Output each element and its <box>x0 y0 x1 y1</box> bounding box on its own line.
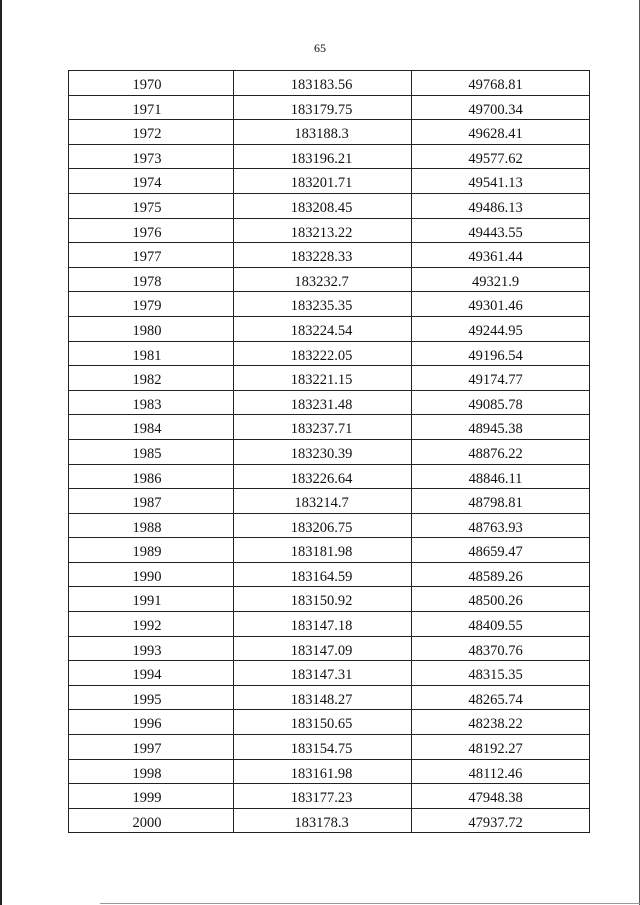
value-a-cell: 183179.75 <box>234 96 412 120</box>
value-a-cell: 183232.7 <box>234 268 412 292</box>
value-b-cell: 49244.95 <box>468 322 523 339</box>
value-b-cell: 48500.26 <box>468 593 523 610</box>
year-cell: 1983 <box>69 391 234 415</box>
value-b-cell: 49196.54 <box>468 347 523 364</box>
table-row <box>68 489 590 514</box>
value-b-cell: 49174.77 <box>468 372 523 389</box>
value-b-cell: 49361.44 <box>468 249 523 266</box>
value-b-cell: 47948.38 <box>468 790 523 807</box>
table-row <box>68 563 590 588</box>
table-row <box>68 366 590 391</box>
year-cell: 1970 <box>69 71 234 95</box>
value-b-cell: 48846.11 <box>468 470 523 487</box>
value-b-cell: 49577.62 <box>468 150 523 167</box>
value-a-cell: 183183.56 <box>234 71 412 95</box>
table-row <box>68 71 590 96</box>
year-cell: 1997 <box>69 735 234 759</box>
year-cell: 1994 <box>69 661 234 685</box>
value-b-cell: 49541.13 <box>468 175 523 192</box>
value-b-cell: 48659.47 <box>468 544 523 561</box>
year-cell: 1976 <box>69 219 234 243</box>
table-row <box>68 514 590 539</box>
value-a-cell: 183154.75 <box>234 735 412 759</box>
table-row <box>68 145 590 170</box>
table-row <box>68 440 590 465</box>
value-a-cell: 183237.71 <box>234 415 412 439</box>
year-cell: 2000 <box>69 809 234 833</box>
year-cell: 1978 <box>69 268 234 292</box>
year-cell: 1993 <box>69 637 234 661</box>
value-a-cell: 183224.54 <box>234 317 412 341</box>
value-b-cell: 48798.81 <box>468 495 523 512</box>
value-a-cell: 183147.18 <box>234 612 412 636</box>
value-a-cell: 183188.3 <box>234 120 412 144</box>
value-a-cell: 183228.33 <box>234 243 412 267</box>
value-a-cell: 183230.39 <box>234 440 412 464</box>
value-b-cell: 48945.38 <box>468 421 523 438</box>
year-cell: 1987 <box>69 489 234 513</box>
value-a-cell: 183221.15 <box>234 366 412 390</box>
value-b-cell: 49628.41 <box>468 126 523 143</box>
value-b-cell: 48265.74 <box>468 691 523 708</box>
value-b-cell: 48238.22 <box>468 716 523 733</box>
value-b-cell: 48112.46 <box>468 765 523 782</box>
year-cell: 1984 <box>69 415 234 439</box>
year-cell: 1988 <box>69 514 234 538</box>
year-cell: 1991 <box>69 587 234 611</box>
table-row <box>68 96 590 121</box>
value-a-cell: 183181.98 <box>234 538 412 562</box>
value-a-cell: 183148.27 <box>234 686 412 710</box>
value-a-cell: 183150.65 <box>234 710 412 734</box>
table-row <box>68 760 590 785</box>
table-row <box>68 686 590 711</box>
value-b-cell: 47937.72 <box>468 814 523 831</box>
value-a-cell: 183231.48 <box>234 391 412 415</box>
value-a-cell: 183226.64 <box>234 465 412 489</box>
year-cell: 1975 <box>69 194 234 218</box>
table-row <box>68 587 590 612</box>
table-row <box>68 391 590 416</box>
value-b-cell: 48876.22 <box>468 445 523 462</box>
value-a-cell: 183177.23 <box>234 784 412 808</box>
table-row <box>68 465 590 490</box>
value-b-cell: 49700.34 <box>468 101 523 118</box>
value-b-cell: 48315.35 <box>468 667 523 684</box>
value-b-cell: 48589.26 <box>468 568 523 585</box>
value-b-cell: 49443.55 <box>468 224 523 241</box>
year-cell: 1977 <box>69 243 234 267</box>
value-b-cell: 49486.13 <box>468 199 523 216</box>
page-edge-left <box>0 0 2 905</box>
value-a-cell: 183178.3 <box>234 809 412 833</box>
year-cell: 1992 <box>69 612 234 636</box>
value-a-cell: 183196.21 <box>234 145 412 169</box>
table-row <box>68 342 590 367</box>
year-cell: 1982 <box>69 366 234 390</box>
value-b-cell: 48409.55 <box>468 618 523 635</box>
value-b-cell: 49321.9 <box>471 273 520 290</box>
year-cell: 1995 <box>69 686 234 710</box>
table-row <box>68 292 590 317</box>
table-row <box>68 219 590 244</box>
table-row <box>68 710 590 735</box>
year-cell: 1996 <box>69 710 234 734</box>
table-row <box>68 243 590 268</box>
year-cell: 1986 <box>69 465 234 489</box>
table-row <box>68 194 590 219</box>
value-a-cell: 183201.71 <box>234 169 412 193</box>
table-row <box>68 637 590 662</box>
value-a-cell: 183206.75 <box>234 514 412 538</box>
table-row <box>68 317 590 342</box>
table-row <box>68 538 590 563</box>
value-b-cell: 49301.46 <box>468 298 523 315</box>
table-row <box>68 415 590 440</box>
table-row <box>68 661 590 686</box>
table-row <box>68 809 590 834</box>
year-cell: 1979 <box>69 292 234 316</box>
value-a-cell: 183208.45 <box>234 194 412 218</box>
value-a-cell: 183147.31 <box>234 661 412 685</box>
value-b-cell: 49085.78 <box>468 396 523 413</box>
value-a-cell: 183161.98 <box>234 760 412 784</box>
year-cell: 1990 <box>69 563 234 587</box>
table-row <box>68 612 590 637</box>
table-row <box>68 735 590 760</box>
year-cell: 1972 <box>69 120 234 144</box>
value-a-cell: 183150.92 <box>234 587 412 611</box>
value-a-cell: 183235.35 <box>234 292 412 316</box>
table-row <box>68 784 590 809</box>
year-cell: 1999 <box>69 784 234 808</box>
value-a-cell: 183164.59 <box>234 563 412 587</box>
value-a-cell: 183214.7 <box>234 489 412 513</box>
value-a-cell: 183222.05 <box>234 342 412 366</box>
table-row <box>68 169 590 194</box>
value-a-cell: 183147.09 <box>234 637 412 661</box>
year-cell: 1985 <box>69 440 234 464</box>
value-b-cell: 48763.93 <box>468 519 523 536</box>
year-cell: 1974 <box>69 169 234 193</box>
year-cell: 1981 <box>69 342 234 366</box>
value-a-cell: 183213.22 <box>234 219 412 243</box>
year-cell: 1998 <box>69 760 234 784</box>
page-edge-bottom <box>100 903 640 904</box>
year-cell: 1989 <box>69 538 234 562</box>
year-cell: 1973 <box>69 145 234 169</box>
year-cell: 1980 <box>69 317 234 341</box>
table-row <box>68 120 590 145</box>
value-b-cell: 48192.27 <box>468 741 523 758</box>
data-table <box>68 70 590 833</box>
year-cell: 1971 <box>69 96 234 120</box>
table-row <box>68 268 590 293</box>
value-b-cell: 48370.76 <box>468 642 523 659</box>
value-b-cell: 49768.81 <box>468 77 523 93</box>
page-number: 65 <box>314 41 326 55</box>
